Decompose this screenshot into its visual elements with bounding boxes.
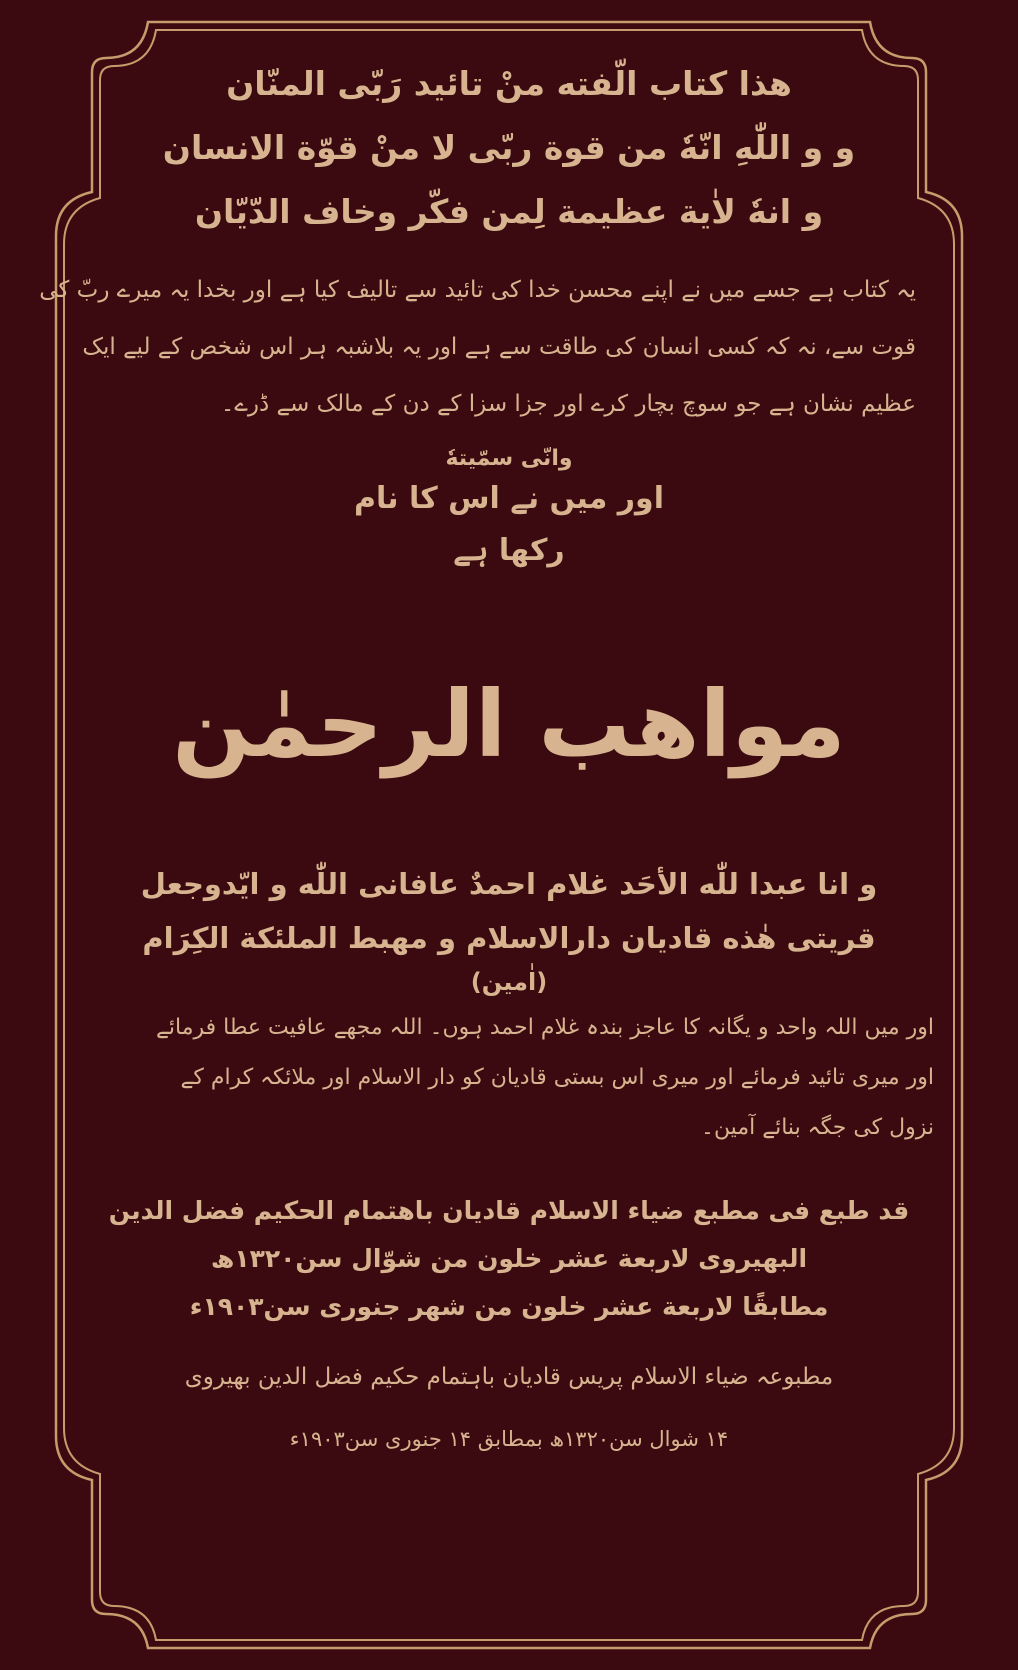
- author-urdu-line: اور میں اللہ واحد و یگانہ کا عاجز بندہ غلام احمد ہوں۔ اللہ مجھے عافیت عطا فرمائے: [155, 1015, 934, 1040]
- naming-urdu-line1: اور میں نے اس کا نام: [354, 481, 664, 516]
- intro-line: عظیم نشان ہے جو سوچ بچار کرے اور جزا سزا کے دن کے مالک سے ڈرے۔: [220, 391, 916, 417]
- author-urdu: [80, 1003, 938, 1153]
- intro-line: قوت سے، نہ کہ کسی انسان کی طاقت سے ہے اور یہ بلاشبہ ہر اس شخص کے لیے ایک: [82, 334, 916, 360]
- naming-block: [80, 441, 938, 581]
- book-title: مواهب الرحمٰن: [172, 671, 846, 778]
- author-arabic: [80, 857, 938, 965]
- intro-urdu: [39, 262, 938, 433]
- author-urdu-line: نزول کی جگہ بنائے آمین۔: [701, 1115, 934, 1140]
- header-line: و انهٗ لاٰية عظيمة لِمن فكّر وخاف الدّيّان: [194, 192, 824, 231]
- publication-line: البهيروى لاربعة عشر خلون من شوّال سن۱۳۲۰ھ: [210, 1244, 808, 1273]
- publication-line: مطابقًا لاربعة عشر خلون من شهر جنورى سن۱۹۰۳ء: [189, 1292, 829, 1321]
- publication-line: قد طبع فى مطبع ضياء الاسلام قاديان باهتمام الحكيم فضل الدين: [108, 1196, 910, 1225]
- intro-line: یہ کتاب ہے جسے میں نے اپنے محسن خدا کی تائید سے تالیف کیا ہے اور بخدا یہ میرے ربّ کی: [39, 277, 916, 303]
- header-line: هذا كتاب الّفته منْ تائيد رَبّى المنّان: [226, 64, 792, 103]
- header-line: و و اللّٰهِ انّهٗ من قوة ربّى لا منْ قوّة الانسان: [162, 128, 856, 167]
- header-arabic: [80, 52, 938, 244]
- author-urdu-line: اور میری تائید فرمائے اور میری اس بستی قادیان کو دار الاسلام اور ملائکہ کرام کے: [180, 1065, 934, 1090]
- naming-arabic: وانّى سمّيتهٗ: [445, 446, 573, 471]
- naming-urdu-line2: رکھا ہے: [453, 533, 565, 568]
- author-arabic-line: قريتى هٰذه قاديان دارالاسلام و مهبط الملئكة الكِرَام: [142, 921, 876, 955]
- book-title-calligraphy: [172, 581, 846, 851]
- page-content: [39, 40, 938, 1630]
- author-arabic-line: و انا عبدا للّٰه الأحَد غلام احمدٌ عافانى اللّٰه و ايّدوجعل: [140, 867, 878, 901]
- publication-date: ۱۴ شوال سن۱۳۲۰ھ بمطابق ۱۴ جنوری سن۱۹۰۳ء: [289, 1427, 729, 1451]
- publication-arabic: [80, 1187, 938, 1331]
- publication-urdu: مطبوعہ ضیاء الاسلام پریس قادیان باہتمام حکیم فضل الدین بھیروی: [184, 1364, 834, 1390]
- book-title-block: [80, 581, 938, 851]
- amin-text: (اٰمين): [470, 968, 548, 996]
